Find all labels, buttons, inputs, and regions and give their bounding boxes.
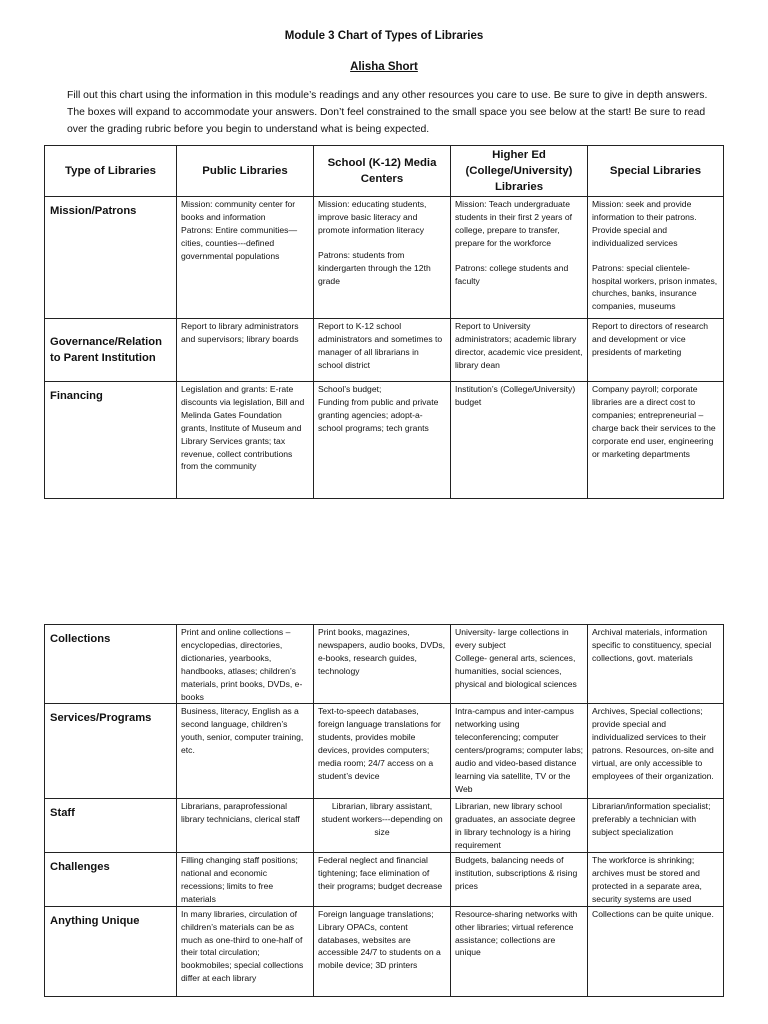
- cell-text: Patrons: special clientele- hospital workers, prison inmates, churches, banks, insurance companies, museums: [592, 262, 718, 312]
- table-cell: [451, 625, 588, 704]
- table-cell: [314, 197, 451, 319]
- table-row: [45, 853, 724, 907]
- cell-text: Budgets, balancing needs of institution, subscriptions & rising prices: [455, 855, 578, 891]
- table-cell: [588, 319, 724, 382]
- table-cell: [588, 853, 724, 907]
- table-row: [45, 799, 724, 853]
- table-row: [45, 197, 724, 319]
- cell-text: Report to K-12 school administrators and sometimes to manager of all librarians in school district: [318, 321, 443, 370]
- cell-text: Text-to-speech databases, foreign language translations for students, provides mobile devices, provides computers; media room; 24/7 access on a student’s device: [318, 706, 441, 781]
- table-cell: [314, 853, 451, 907]
- table-cell: [314, 704, 451, 799]
- cell-text: Print and online collections – encyclopedias, directories, dictionaries, yearbooks, handbooks, atlases; children’s materials, print books, DVDs, e-books: [181, 627, 303, 702]
- table-cell: [588, 382, 724, 499]
- cell-text: Legislation and grants: E-rate discounts via legislation, Bill and Melinda Gates Foundation grants, Institute of Museum and Library Services grants; tax revenue, collect contributions from the community: [181, 384, 305, 472]
- table-row: [45, 906, 724, 996]
- cell-text: Business, literacy, English as a second language, children’s youth, senior, computer training, etc.: [181, 706, 304, 756]
- cell-text: Institution’s (College/University) budget: [455, 384, 576, 407]
- table-cell: [314, 906, 451, 996]
- header-type-of-libraries: Type of Libraries: [45, 146, 177, 197]
- table-cell: [588, 799, 724, 853]
- library-types-table-part-2: [44, 624, 724, 997]
- row-label: Collections: [45, 625, 177, 704]
- header-higher-ed-libraries: Higher Ed (College/University) Libraries: [451, 146, 588, 197]
- cell-text: Patrons: Entire communities—cities, counties---defined governmental populations: [181, 224, 298, 261]
- row-label: Governance/Relation to Parent Institution: [45, 319, 177, 382]
- cell-text: Company payroll; corporate libraries are a direct cost to companies; entrepreneurial – charge back their services to the corporate end user, engineering or marketing departments: [592, 384, 716, 459]
- header-public-libraries: Public Libraries: [177, 146, 314, 197]
- instructions-paragraph: Fill out this chart using the information in this module’s readings and any other resources you care to use. Be sure to give in depth answers. The boxes will expand to accommodate your answers. Don’t feel constrained to the small space you see below at the start! Be sure to read over the grading rubric before you begin to understand what is being expected.: [67, 90, 708, 135]
- cell-text: In many libraries, circulation of children’s materials can be as much as one-third to one-half of their total circulation; bookmobiles; special collections differ at each library: [181, 908, 304, 984]
- row-label: Challenges: [45, 853, 177, 907]
- table-cell: [314, 382, 451, 499]
- cell-text: School’s budget;: [318, 384, 382, 394]
- cell-text: College- general arts, sciences, humanities, social sciences, physical and biological sciences: [455, 652, 577, 689]
- cell-text: Mission: seek and provide information to their patrons. Provide special and individualized services: [592, 199, 697, 248]
- table-cell: [177, 906, 314, 996]
- table-row: [45, 704, 724, 799]
- table-cell: [177, 704, 314, 799]
- table-row: [45, 625, 724, 704]
- cell-text: Librarians, paraprofessional library technicians, clerical staff: [181, 801, 300, 825]
- cell-text: Report to library administrators and supervisors; library boards: [181, 321, 299, 344]
- table-cell: [451, 704, 588, 799]
- author-name: Alisha Short: [350, 61, 418, 73]
- table1-body: [45, 197, 724, 499]
- table-cell: [451, 382, 588, 499]
- row-label: Financing: [45, 382, 177, 499]
- table-cell: [314, 319, 451, 382]
- cell-text: Report to directors of research and development or vice presidents of marketing: [592, 321, 709, 357]
- table2-body: [45, 625, 724, 997]
- table-cell: [314, 799, 451, 853]
- cell-text: Mission: educating students, improve basic literacy and promote information literacy: [318, 199, 427, 235]
- row-label: Staff: [45, 799, 177, 853]
- cell-text: Patrons: students from kindergarten through the 12th grade: [318, 249, 431, 286]
- table-cell: [451, 319, 588, 382]
- table-cell: [177, 853, 314, 907]
- table-cell: [588, 906, 724, 996]
- table-cell: [177, 382, 314, 499]
- table-row: [45, 319, 724, 382]
- table-cell: [588, 704, 724, 799]
- row-label: Services/Programs: [45, 704, 177, 799]
- cell-text: Librarian/information specialist; preferably a technician with subject specialization: [592, 801, 711, 838]
- document-title: Module 3 Chart of Types of Libraries: [284, 30, 484, 42]
- cell-text: Funding from public and private granting agencies; adopt-a-school programs; tech grants: [318, 396, 439, 433]
- table-cell: [451, 197, 588, 319]
- table-cell: [177, 799, 314, 853]
- table-cell: [451, 853, 588, 907]
- cell-text: Patrons: college students and faculty: [455, 262, 569, 286]
- cell-text: Mission: Teach undergraduate students in their first 2 years of college, prepare to transfer, prepare for the workforce: [455, 199, 573, 248]
- cell-text: Collections can be quite unique.: [592, 908, 714, 919]
- table-cell: [451, 799, 588, 853]
- cell-text: Foreign language translations; Library OPACs, content databases, websites are accessible 24/7 to students on a mobile device; 3D printers: [318, 908, 441, 971]
- library-types-table-part-1: [44, 145, 724, 499]
- cell-text: Archives, Special collections; provide special and individualized services to their patrons. Resources, on-site and virtual, are only accessible to employees of their organization.: [592, 706, 714, 781]
- cell-text: Librarian, library assistant, student workers---depending on size: [321, 801, 443, 838]
- table-cell: [177, 625, 314, 704]
- cell-text: University- large collections in every subject: [455, 627, 569, 650]
- cell-text: Intra-campus and inter-campus networking using teleconferencing; computer centers/programs; computer labs; audio and video-based distance learning via satellite, TV or the Web: [455, 706, 584, 794]
- cell-text: Librarian, new library school graduates, an associate degree in library technology is a hiring requirement: [455, 801, 576, 851]
- table-cell: [177, 319, 314, 382]
- cell-text: Federal neglect and financial tightening; face elimination of their programs; budget decrease: [318, 855, 443, 891]
- header-special-libraries: Special Libraries: [588, 146, 724, 197]
- cell-text: The workforce is shrinking; archives must be stored and protected in a separate area, security systems are used: [592, 855, 702, 904]
- table-cell: [588, 625, 724, 704]
- table-cell: [588, 197, 724, 319]
- table-row: [45, 382, 724, 499]
- table-cell: [177, 197, 314, 319]
- cell-text: Archival materials, information specific to constituency, special collections, govt. materials: [592, 627, 712, 663]
- header-school-media-centers: School (K-12) Media Centers: [314, 146, 451, 197]
- table-cell: [451, 906, 588, 996]
- table-cell: [314, 625, 451, 704]
- cell-text: Mission: community center for books and information: [181, 199, 296, 222]
- row-label: Anything Unique: [45, 906, 177, 996]
- header-row: [45, 146, 724, 197]
- cell-text: Report to University administrators; academic library director, academic vice president, library dean: [455, 321, 583, 370]
- cell-text: Resource-sharing networks with other libraries; virtual reference assistance; collections are unique: [455, 908, 578, 958]
- row-label: Mission/Patrons: [45, 197, 177, 319]
- cell-text: Print books, magazines, newspapers, audio books, DVDs, e-books, research guides, technology: [318, 627, 446, 676]
- cell-text: Filling changing staff positions; national and economic recessions; limits to free materials: [181, 855, 298, 904]
